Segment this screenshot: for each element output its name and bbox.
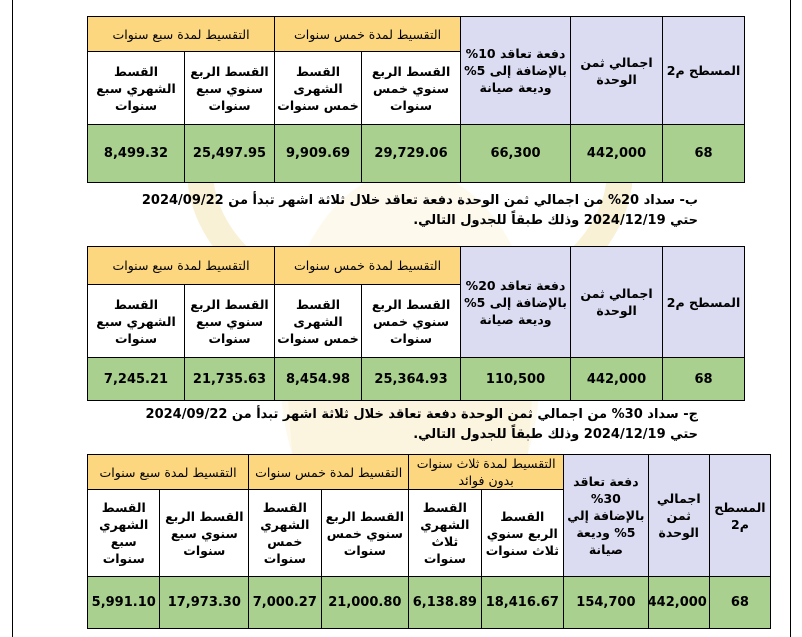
header-monthly-7y: القسط الشهري سبع سنوات — [88, 490, 160, 577]
cell-quarterly-7y: 21,735.63 — [185, 358, 275, 401]
header-unit-price: اجمالي ثمن الوحدة — [571, 247, 663, 358]
paragraph-line: ج- سداد 30% من اجمالي ثمن الوحدة دفعة تعاقد خلال ثلاثة اشهر تبدأ من 2024/09/22 — [145, 407, 698, 422]
header-area: المسطح م2 — [709, 455, 770, 577]
header-monthly-7y: القسط الشهري سبع سنوات — [88, 52, 185, 125]
cell-area: 68 — [663, 358, 745, 401]
cell-quarterly-3y: 18,416.67 — [481, 577, 564, 629]
header-group-5y: التقسيط لمدة خمس سنوات — [249, 455, 409, 490]
cell-unit-price: 442,000 — [571, 125, 663, 183]
header-unit-price: اجمالي ثمن الوحدة — [571, 17, 663, 125]
header-unit-price: اجمالي ثمن الوحدة — [648, 455, 709, 577]
header-monthly-3y: القسط الشهري ثلاث سنوات — [409, 490, 481, 577]
header-down-payment: دفعة تعاقد 10% بالإضافة إلى 5% وديعة صيانة — [461, 17, 571, 125]
table-row — [88, 577, 771, 629]
header-group-7y: التقسيط لمدة سبع سنوات — [88, 455, 249, 490]
cell-monthly-7y: 7,245.21 — [88, 358, 185, 401]
cell-quarterly-7y: 17,973.30 — [160, 577, 249, 629]
cell-quarterly-5y: 21,000.80 — [321, 577, 409, 629]
cell-quarterly-5y: 25,364.93 — [362, 358, 461, 401]
cell-monthly-7y: 8,499.32 — [88, 125, 185, 183]
cell-unit-price: 442,000 — [571, 358, 663, 401]
header-group-7y: التقسيط لمدة سبع سنوات — [88, 247, 275, 285]
header-monthly-5y: القسط الشهري خمس سنوات — [249, 490, 321, 577]
header-down-payment: دفعة تعاقد 30% بالإضافة إلي 5% وديعة صيانة — [564, 455, 649, 577]
installment-table-20-percent — [87, 246, 745, 401]
paragraph-line: حتي 2024/12/19 وذلك طبقاً للجدول التالي. — [413, 213, 698, 228]
cell-monthly-5y: 7,000.27 — [249, 577, 321, 629]
cell-down-payment: 154,700 — [564, 577, 649, 629]
header-down-payment: دفعة تعاقد 20% بالإضافة إلى 5% وديعة صيانة — [461, 247, 571, 358]
right-page-border — [790, 0, 791, 637]
header-quarterly-5y: القسط الربع سنوي خمس سنوات — [362, 285, 461, 358]
header-quarterly-5y: القسط الربع سنوي خمس سنوات — [362, 52, 461, 125]
header-group-5y: التقسيط لمدة خمس سنوات — [275, 17, 461, 52]
header-quarterly-3y: القسط الربع سنوي ثلاث سنوات — [481, 490, 564, 577]
header-area: المسطح م2 — [663, 17, 745, 125]
cell-unit-price: 442,000 — [648, 577, 709, 629]
header-group-7y: التقسيط لمدة سبع سنوات — [88, 17, 275, 52]
cell-monthly-7y: 5,991.10 — [88, 577, 160, 629]
cell-quarterly-7y: 25,497.95 — [185, 125, 275, 183]
left-page-border — [12, 0, 13, 637]
header-monthly-5y: القسط الشهرى خمس سنوات — [275, 285, 362, 358]
cell-quarterly-5y: 29,729.06 — [362, 125, 461, 183]
header-monthly-7y: القسط الشهري سبع سنوات — [88, 285, 185, 358]
table-row — [88, 125, 745, 183]
paragraph-option-c — [88, 405, 698, 445]
header-quarterly-7y: القسط الربع سنوي سبع سنوات — [185, 285, 275, 358]
header-quarterly-7y: القسط الربع سنوي سبع سنوات — [160, 490, 249, 577]
paragraph-line: حتي 2024/12/19 وذلك طبقاً للجدول التالي. — [413, 427, 698, 442]
cell-down-payment: 66,300 — [461, 125, 571, 183]
installment-table-10-percent — [87, 16, 745, 183]
installment-table-30-percent — [87, 454, 771, 629]
cell-monthly-5y: 9,909.69 — [275, 125, 362, 183]
header-group-5y: التقسيط لمدة خمس سنوات — [275, 247, 461, 285]
cell-area: 68 — [663, 125, 745, 183]
header-quarterly-7y: القسط الربع سنوي سبع سنوات — [185, 52, 275, 125]
header-area: المسطح م2 — [663, 247, 745, 358]
header-monthly-5y: القسط الشهرى خمس سنوات — [275, 52, 362, 125]
table-row — [88, 358, 745, 401]
cell-area: 68 — [709, 577, 770, 629]
cell-down-payment: 110,500 — [461, 358, 571, 401]
paragraph-option-b — [88, 191, 698, 231]
cell-monthly-3y: 6,138.89 — [409, 577, 481, 629]
paragraph-line: ب- سداد 20% من اجمالي ثمن الوحدة دفعة تعاقد خلال ثلاثة اشهر تبدأ من 2024/09/22 — [141, 193, 698, 208]
cell-monthly-5y: 8,454.98 — [275, 358, 362, 401]
header-group-3y: التقسيط لمدة ثلاث سنوات بدون فوائد — [409, 455, 564, 490]
header-quarterly-5y: القسط الربع سنوي خمس سنوات — [321, 490, 409, 577]
